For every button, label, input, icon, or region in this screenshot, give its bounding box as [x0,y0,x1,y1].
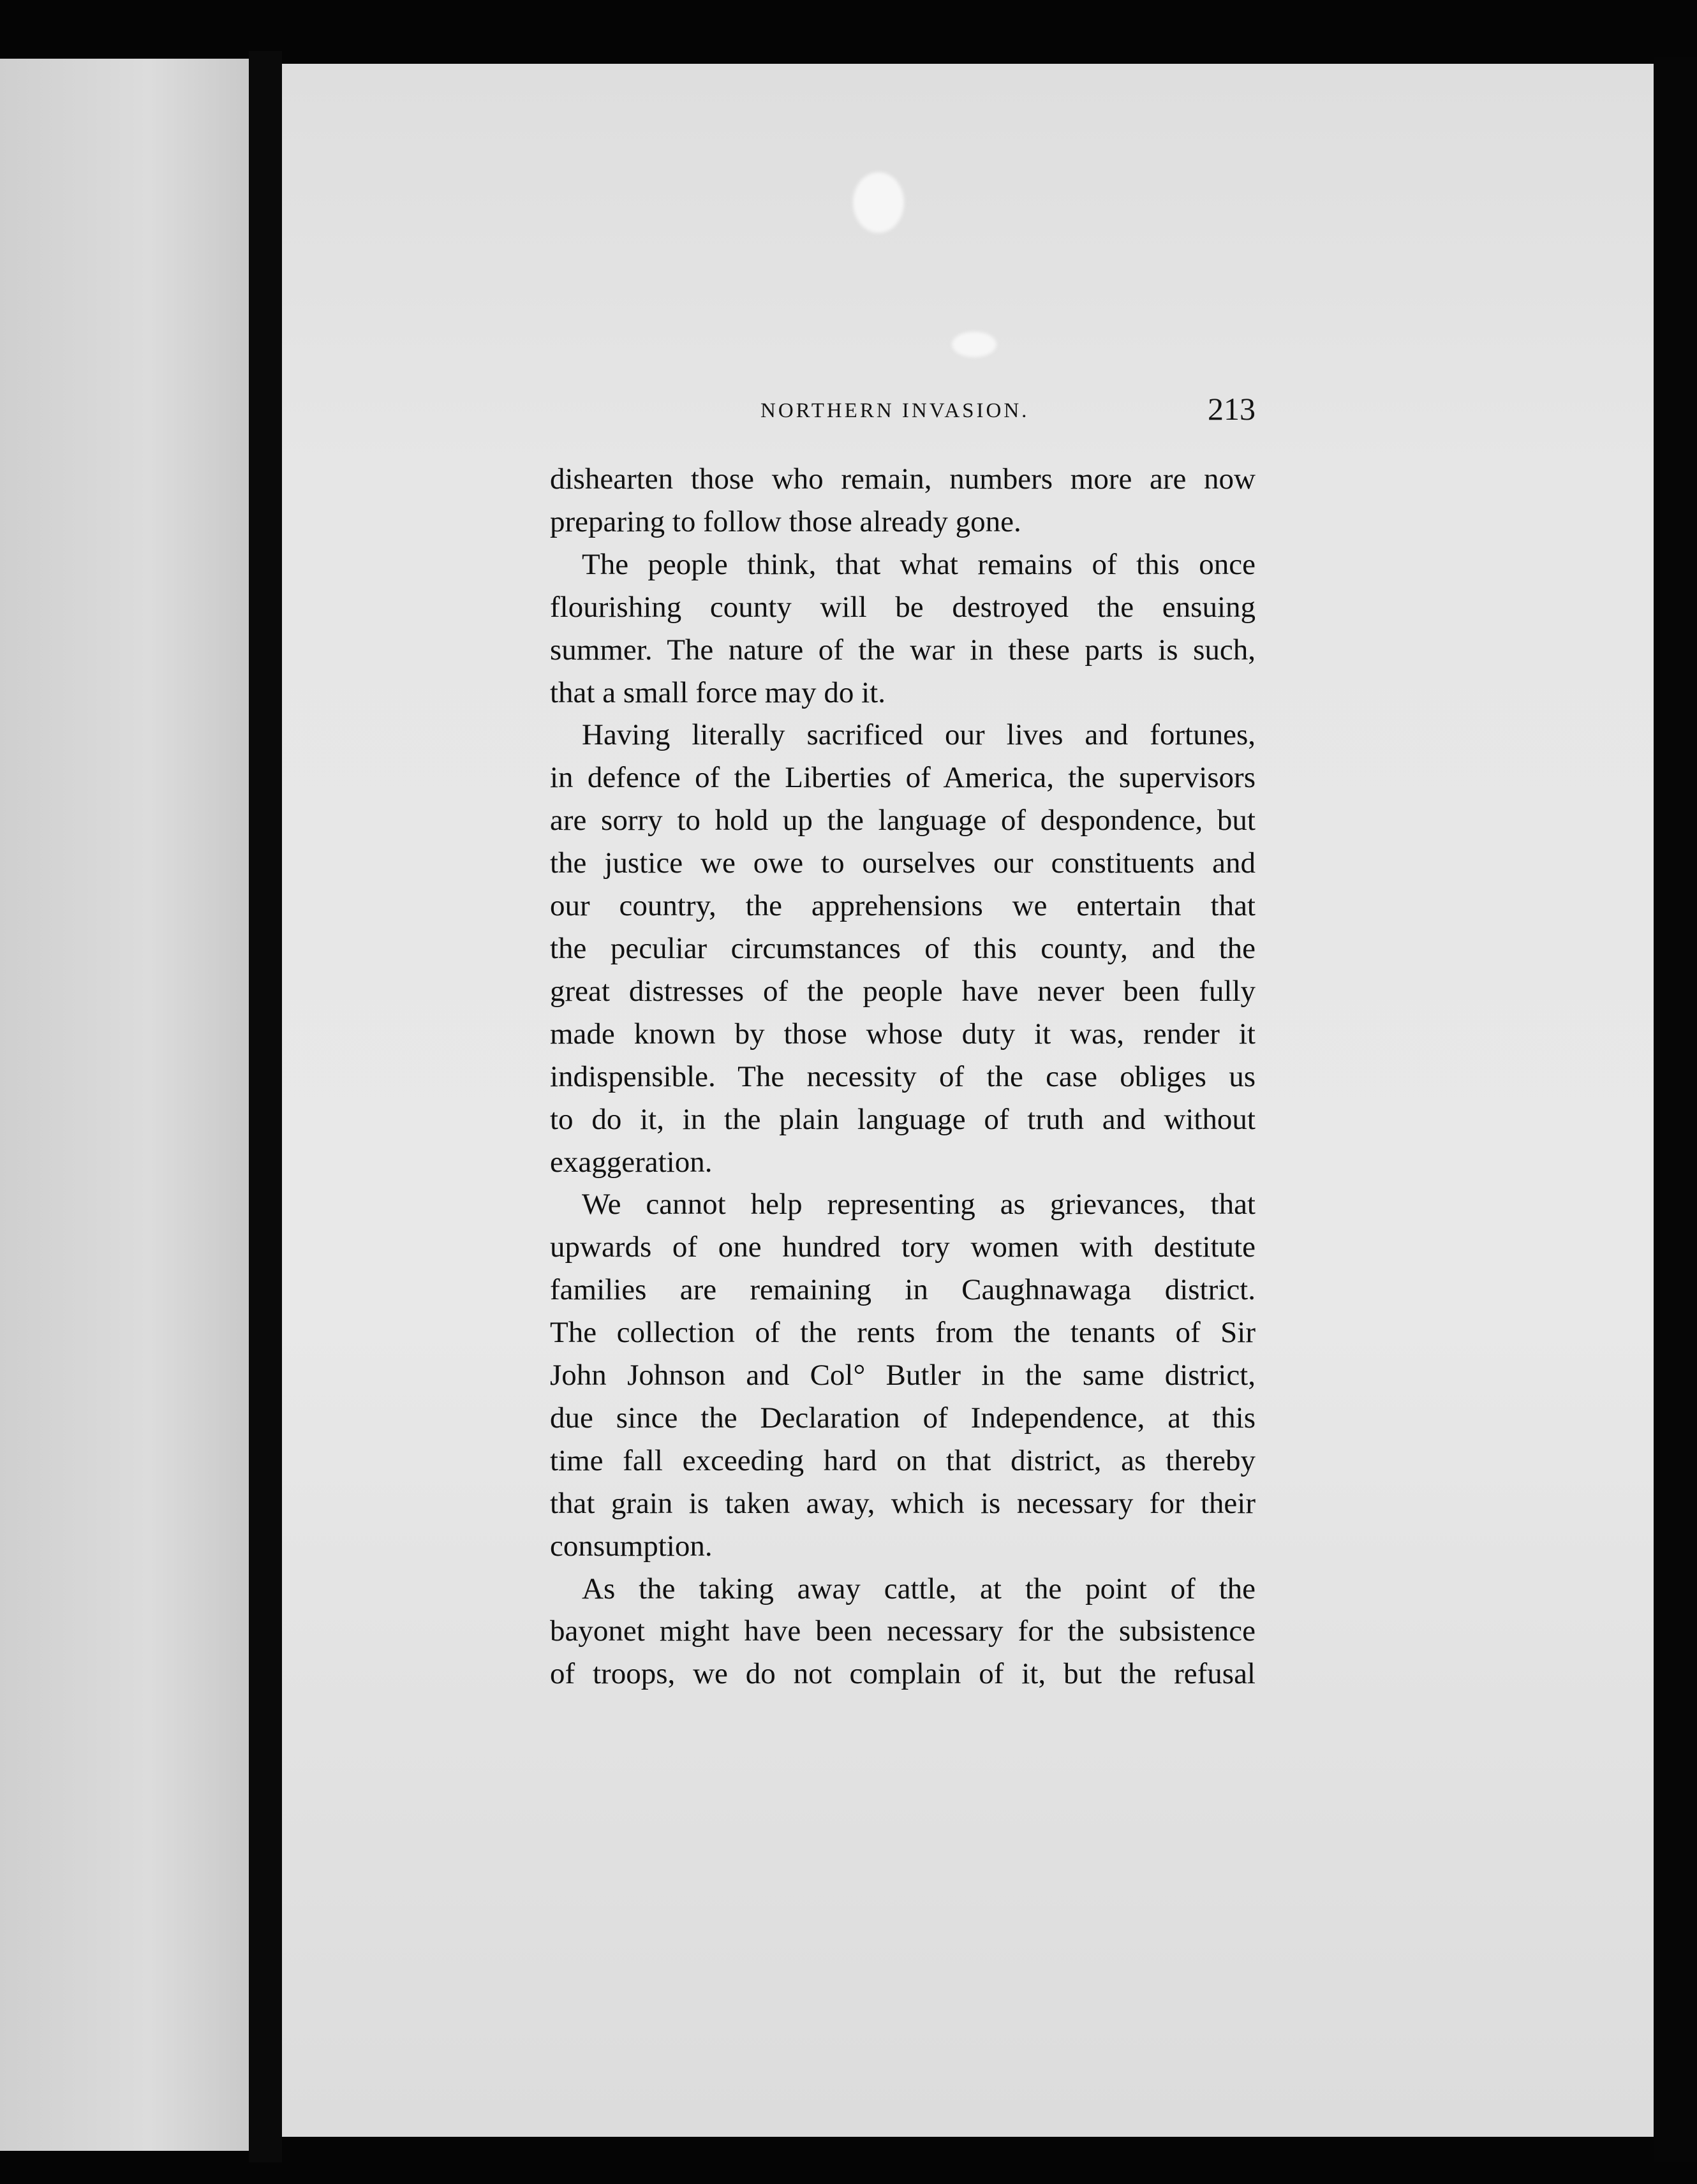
text-line: The people think, that what remains of this once [582,547,1256,581]
text-line: flourishing county will be destroyed the ensuing [550,590,1256,624]
text-line: that a small force may do it. [550,675,886,709]
facing-page-edge [0,59,249,2151]
text-line: bayonet might have been necessary for the subsistence [550,1614,1256,1648]
text-line: to do it, in the plain language of truth and without [550,1102,1256,1136]
text-line: John Johnson and Col° Butler in the same district, [550,1359,1256,1392]
text-line: Having literally sacrificed our lives and fortunes, [582,718,1256,752]
text-line: time fall exceeding hard on that district, as thereby [550,1443,1256,1477]
text-line: As the taking away cattle, at the point of the [582,1572,1256,1605]
paper-stain [952,332,997,357]
text-line: The collection of the rents from the tenants of Sir [550,1316,1256,1350]
body-text [550,458,1256,1695]
text-line: dishearten those who remain, numbers more are now [550,462,1256,496]
book-gutter [249,51,282,2162]
text-line: our country, the apprehensions we entertain that [550,889,1256,923]
page-header [550,390,1256,435]
text-line: families are remaining in Caughnawaga district. [550,1273,1256,1307]
page-number: 213 [1208,391,1256,427]
text-line: We cannot help representing as grievances, that [582,1188,1256,1221]
text-line: of troops, we do not complain of it, but the refusal [550,1657,1256,1691]
text-line: made known by those whose duty it was, render it [550,1017,1256,1051]
text-line: exaggeration. [550,1145,713,1179]
text-line: due since the Declaration of Independence, at this [550,1401,1256,1435]
text-line: indispensible. The necessity of the case obliges us [550,1059,1256,1093]
text-line: the peculiar circumstances of this county, and the [550,931,1256,965]
text-line: preparing to follow those already gone. [550,505,1021,538]
text-line: upwards of one hundred tory women with destitute [550,1230,1256,1264]
paper-stain [853,172,904,233]
text-line: are sorry to hold up the language of despondence, but [550,804,1256,837]
text-line: consumption. [550,1529,713,1563]
text-line: the justice we owe to ourselves our constituents and [550,846,1256,880]
running-head: NORTHERN INVASION. [760,399,1030,422]
text-line: in defence of the Liberties of America, the supervisors [550,761,1256,795]
scan-border [1654,57,1697,2162]
text-line: that grain is taken away, which is necessary for their [550,1486,1256,1520]
text-line: great distresses of the people have never been fully [550,974,1256,1008]
text-line: summer. The nature of the war in these parts is such, [550,633,1256,667]
